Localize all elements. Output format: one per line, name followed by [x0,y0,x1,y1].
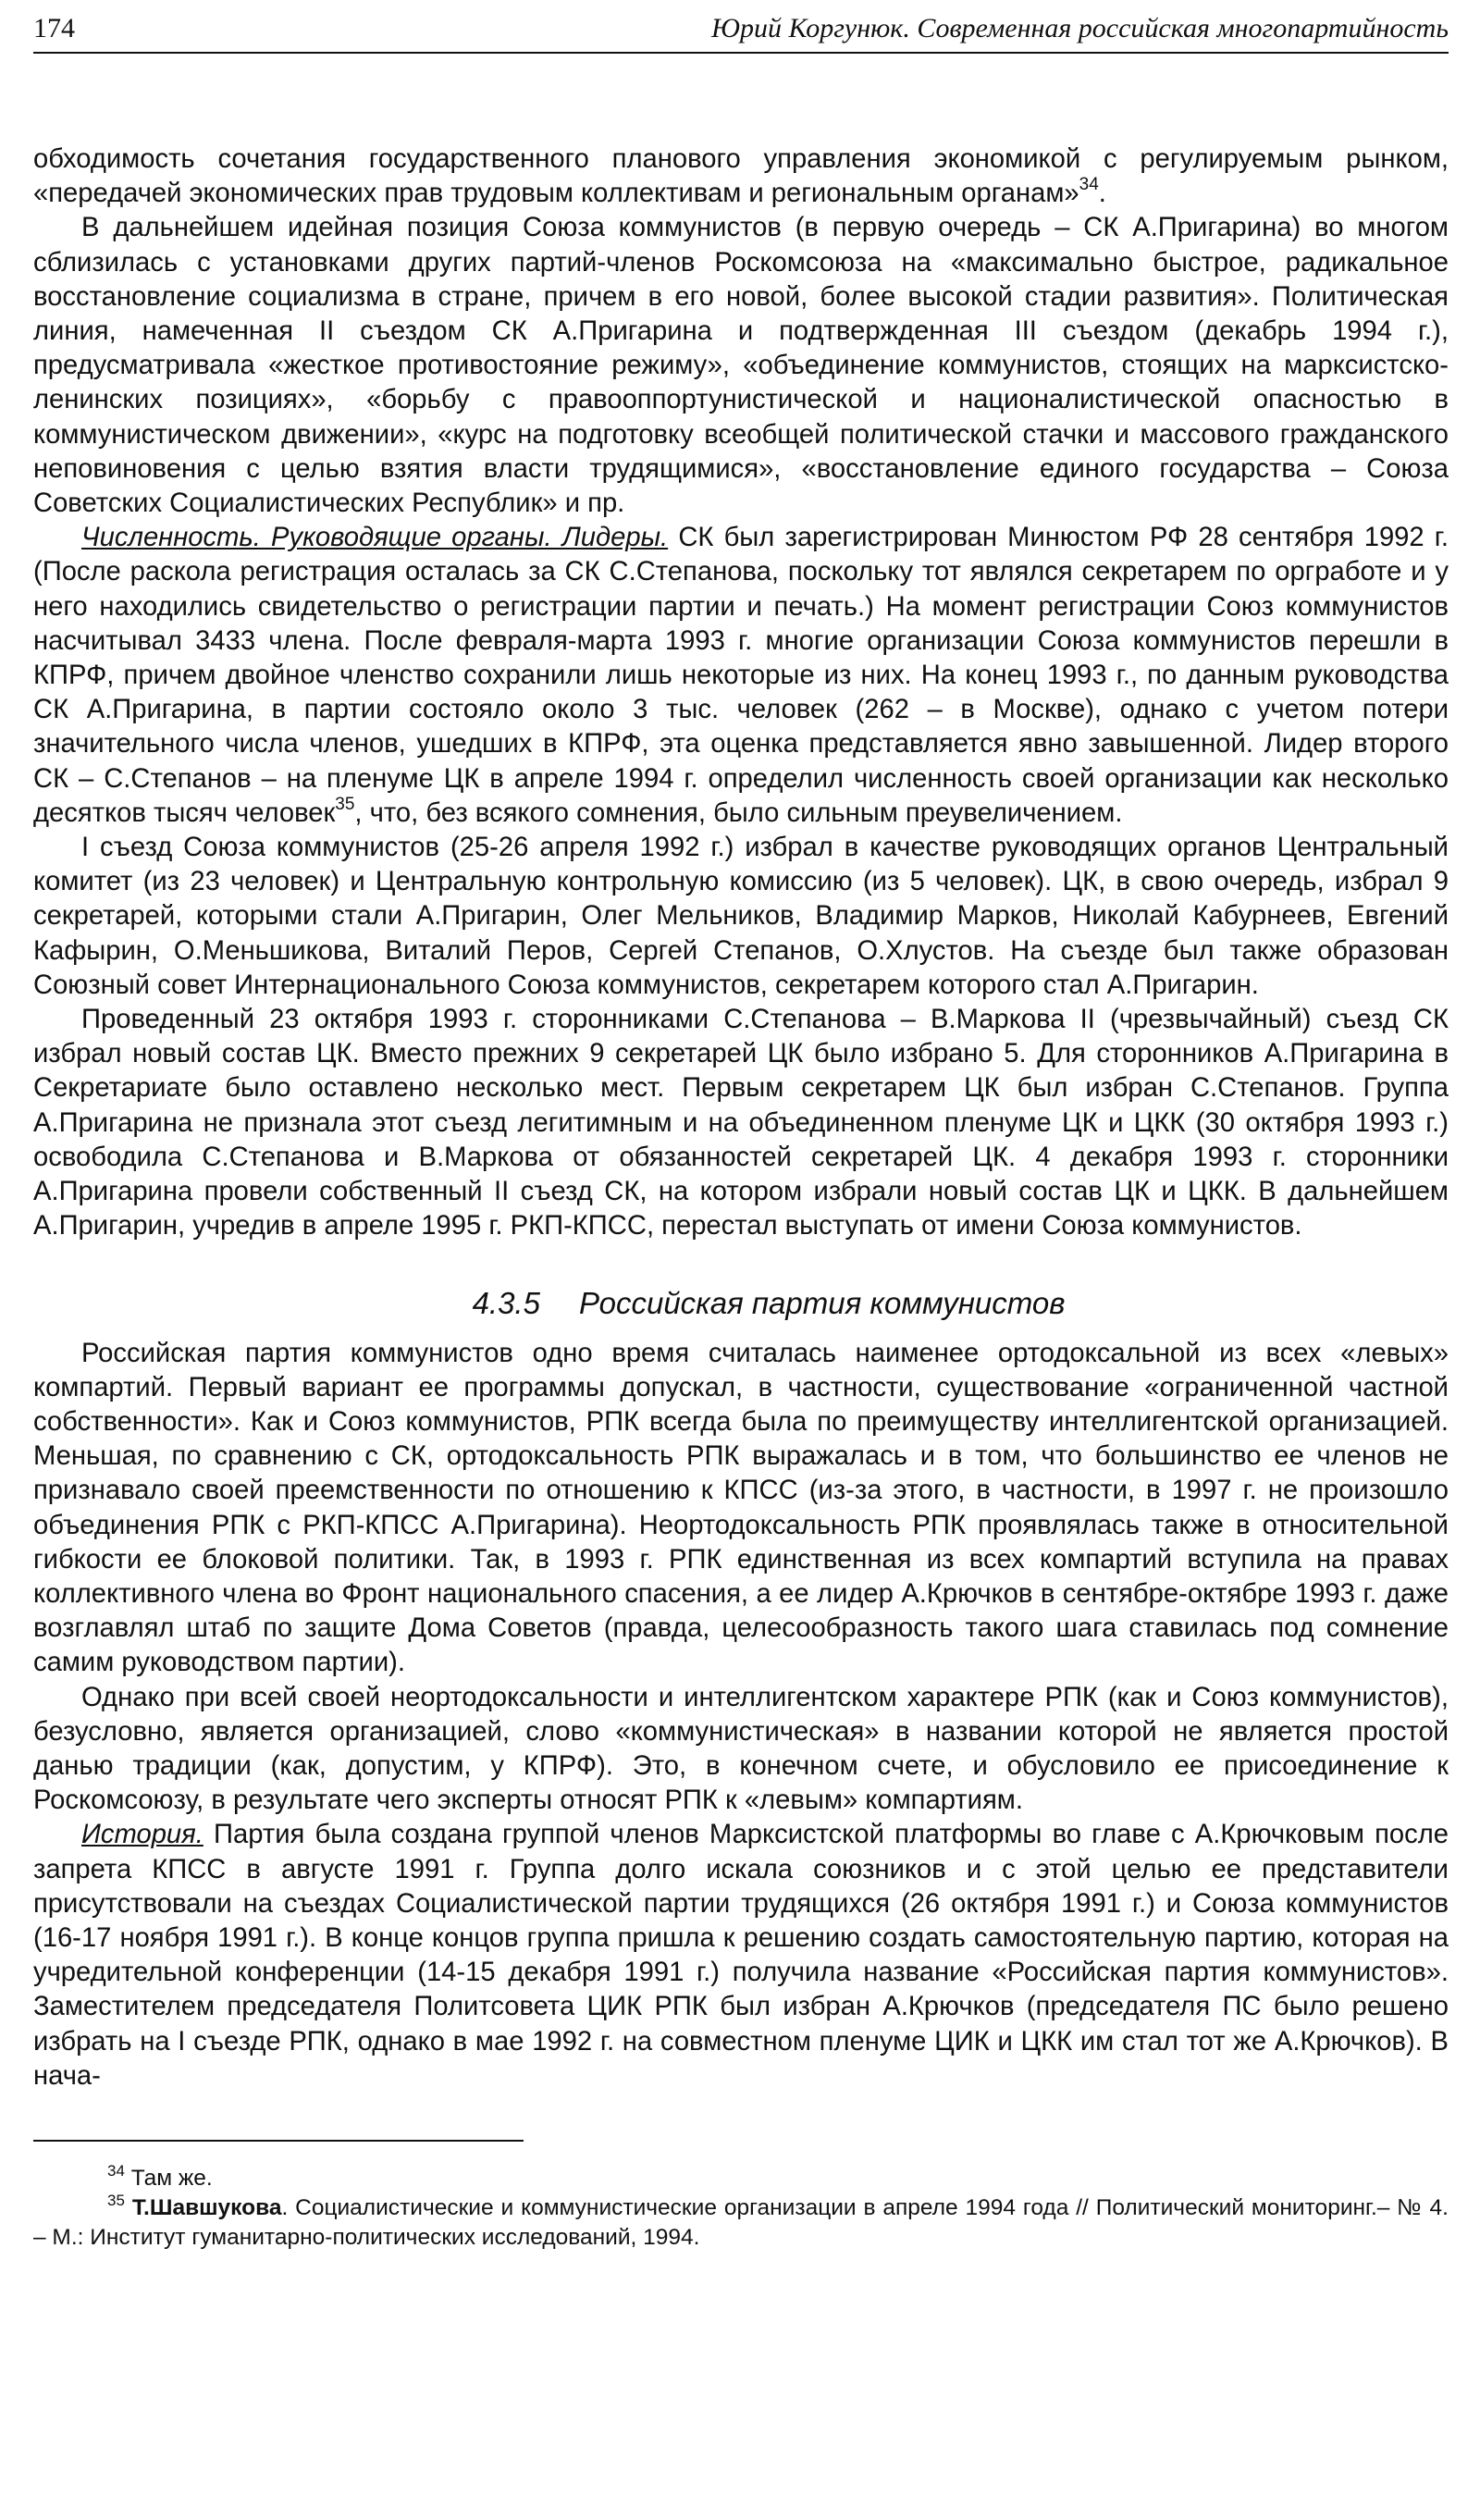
paragraph-text: обходимость сочетания государственного планового управления экономикой с регулируемым рынком, «передачей экономических прав трудовым коллективам и региональным органам» [33,144,1449,209]
running-title: Юрий Коргунюк. Современная российская многопартийность [710,13,1449,43]
footnote-number: 35 [107,2191,125,2209]
paragraph: Проведенный 23 октября 1993 г. сторонниками С.Степанова – В.Маркова II (чрезвычайный) съезд СК избрал новый состав ЦК. Вместо прежних 9 секретарей ЦК было избрано 5. Для сторонников А.Пригарина в Секретариате было оставлено несколько мест. Первым секретарем ЦК был избран С.Степанов. Группа А.Пригарина не признала этот съезд легитимным и на объединенном пленуме ЦК и ЦКК (30 октября 1993 г.) освободила С.Степанова и В.Маркова от обязанностей секретарей ЦК. 4 декабря 1993 г. сторонники А.Пригарина провели собственный II съезд СК, на котором избрали новый состав ЦК и ЦКК. В дальнейшем А.Пригарин, учредив в апреле 1995 г. РКП-КПСС, перестал выступать от имени Союза коммунистов. [33,1005,1449,1241]
page-number: 174 [33,13,75,43]
main-text [33,142,1449,2094]
section-number: 4.3.5 [472,1285,540,1320]
paragraph: Российская партия коммунистов одно время считалась наименее ортодоксальной из всех «левых» компартий. Первый вариант ее программы допускал, в частности, существование «ограниченной частной собственности». Как и Союз коммунистов, РПК всегда была по преимуществу интеллигентской организацией. Меньшая, по сравнению с СК, ортодоксальность РПК выражалась и в том, что большинство ее членов не признавало своей преемственности по отношению к КПСС (из-за этого, в частности, в 1997 г. не произошло объединения РПК с РКП-КПСС А.Пригарина). Неортодоксальность РПК проявлялась также в относительной гибкости ее блоковой политики. Так, в 1993 г. РПК единственная из всех компартий вступила на правах коллективного члена во Фронт национального спасения, а ее лидер А.Крючков в сентябре-октябре 1993 г. даже возглавлял штаб по защите Дома Советов (правда, целесообразность такого шага ставилась под сомнение самим руководством партии). [33,1338,1449,1678]
footnote [33,2193,1449,2253]
footnote-text: Там же. [124,2165,213,2191]
footnotes [33,2161,1449,2253]
footnote-ref[interactable]: 34 [1079,175,1099,195]
paragraph: I съезд Союза коммунистов (25-26 апреля 1992 г.) избрал в качестве руководящих органов Центральный комитет (из 23 человек) и Центральную контрольную комиссию (из 5 человек). ЦК, в свою очередь, избрал 9 секретарей, которыми стали А.Пригарин, Олег Мельников, Владимир Марков, Николай Кабурнеев, Евгений Кафырин, О.Меньшикова, Виталий Перов, Сергей Степанов, О.Хлустов. На съезде был также образован Союзный совет Интернационального Союза коммунистов, секретарем которого стал А.Пригарин. [33,833,1449,1000]
footnote [33,2161,1449,2193]
footnote-number: 34 [107,2161,125,2180]
footnote-ref[interactable]: 35 [335,794,355,814]
footnote-author: Т.Шавшукова [131,2194,282,2220]
footnote-text: . Социалистические и коммунистические организации в апреле 1994 года // Политический мониторинг.– № 4. – М.: Институт гуманитарно-политических исследований, 1994. [33,2194,1449,2250]
page-header [33,9,1449,54]
paragraph: Однако при всей своей неортодоксальности и интеллигентском характере РПК (как и Союз коммунистов), безусловно, является организацией, слово «коммунистическая» в названии которой не является простой данью традиции (как, допустим, у КПРФ). Это, в конечном счете, и обусловило ее присоединение к Роскомсоюзу, в результате чего эксперты относят РПК к «левым» компартиям. [33,1682,1449,1816]
paragraph [33,521,1449,831]
page [33,9,1449,2253]
run-in-heading: История. [81,1820,204,1850]
footnote-divider [33,2140,524,2142]
paragraph-text: , что, без всякого сомнения, было сильным преувеличением. [354,797,1123,828]
paragraph-text: Партия была создана группой членов Марксистской платформы во главе с А.Крючковым после запрета КПСС в августе 1991 г. Группа долго искала союзников и с этой целью ее представители присутствовали на съездах Социалистической партии трудящихся (26 октября 1991 г.) и Союза коммунистов (16-17 ноября 1991 г.). В конце концов группа пришла к решению создать самостоятельную партию, которая на учредительной конференции (14-15 декабря 1991 г.) получила название «Российская партия коммунистов». Заместителем председателя Политсовета ЦИК РПК был избран А.Крючков (председателя ПС было решено избрать на I съезде РПК, однако в мае 1992 г. на совместном пленуме ЦИК и ЦКК им стал тот же А.Крючков). В нача- [33,1820,1449,2091]
paragraph-text: СК был зарегистрирован Минюстом РФ 28 сентября 1992 г. (После раскола регистрация осталась за СК С.Степанова, поскольку тот являлся секретарем по оргработе и у него находились свидетельство о регистрации партии и печать.) На момент регистрации Союз коммунистов насчитывал 3433 члена. После февраля-марта 1993 г. многие организации Союза коммунистов перешли в КПРФ, причем двойное членство сохранили лишь некоторые из них. На конец 1993 г., по данным руководства СК А.Пригарина, в партии состояло около 3 тыс. человек (262 – в Москве), однако с учетом потери значительного числа членов, ушедших в КПРФ, эта оценка представляется явно завышенной. Лидер второго СК – С.Степанов – на пленуме ЦК в апреле 1994 г. определил численность своей организации как несколько десятков тысяч человек [33,523,1449,828]
paragraph-text: . [1098,179,1106,209]
section-title: Российская партия коммунистов [578,1285,1066,1320]
run-in-heading: Численность. Руководящие органы. Лидеры. [81,523,669,553]
paragraph [33,1818,1449,2094]
section-heading [33,1283,1449,1324]
paragraph [33,142,1449,211]
paragraph: В дальнейшем идейная позиция Союза коммунистов (в первую очередь – СК А.Пригарина) во многом сблизилась с установками других партий-членов Роскомсоюза на «максимально быстрое, радикальное восстановление социализма в стране, причем в его новой, более высокой стадии развития». Политическая линия, намеченная II съездом СК А.Пригарина и подтвержденная III съездом (декабрь 1994 г.), предусматривала «жесткое противостояние режиму», «объединение коммунистов, стоящих на марксистско-ленинских позициях», «борьбу с правооппортунистической и националистической опасностью в коммунистическом движении», «курс на подготовку всеобщей политической стачки и массового гражданского неповиновения с целью взятия власти трудящимися», «восстановление единого государства – Союза Советских Социалистических Республик» и пр. [33,213,1449,519]
